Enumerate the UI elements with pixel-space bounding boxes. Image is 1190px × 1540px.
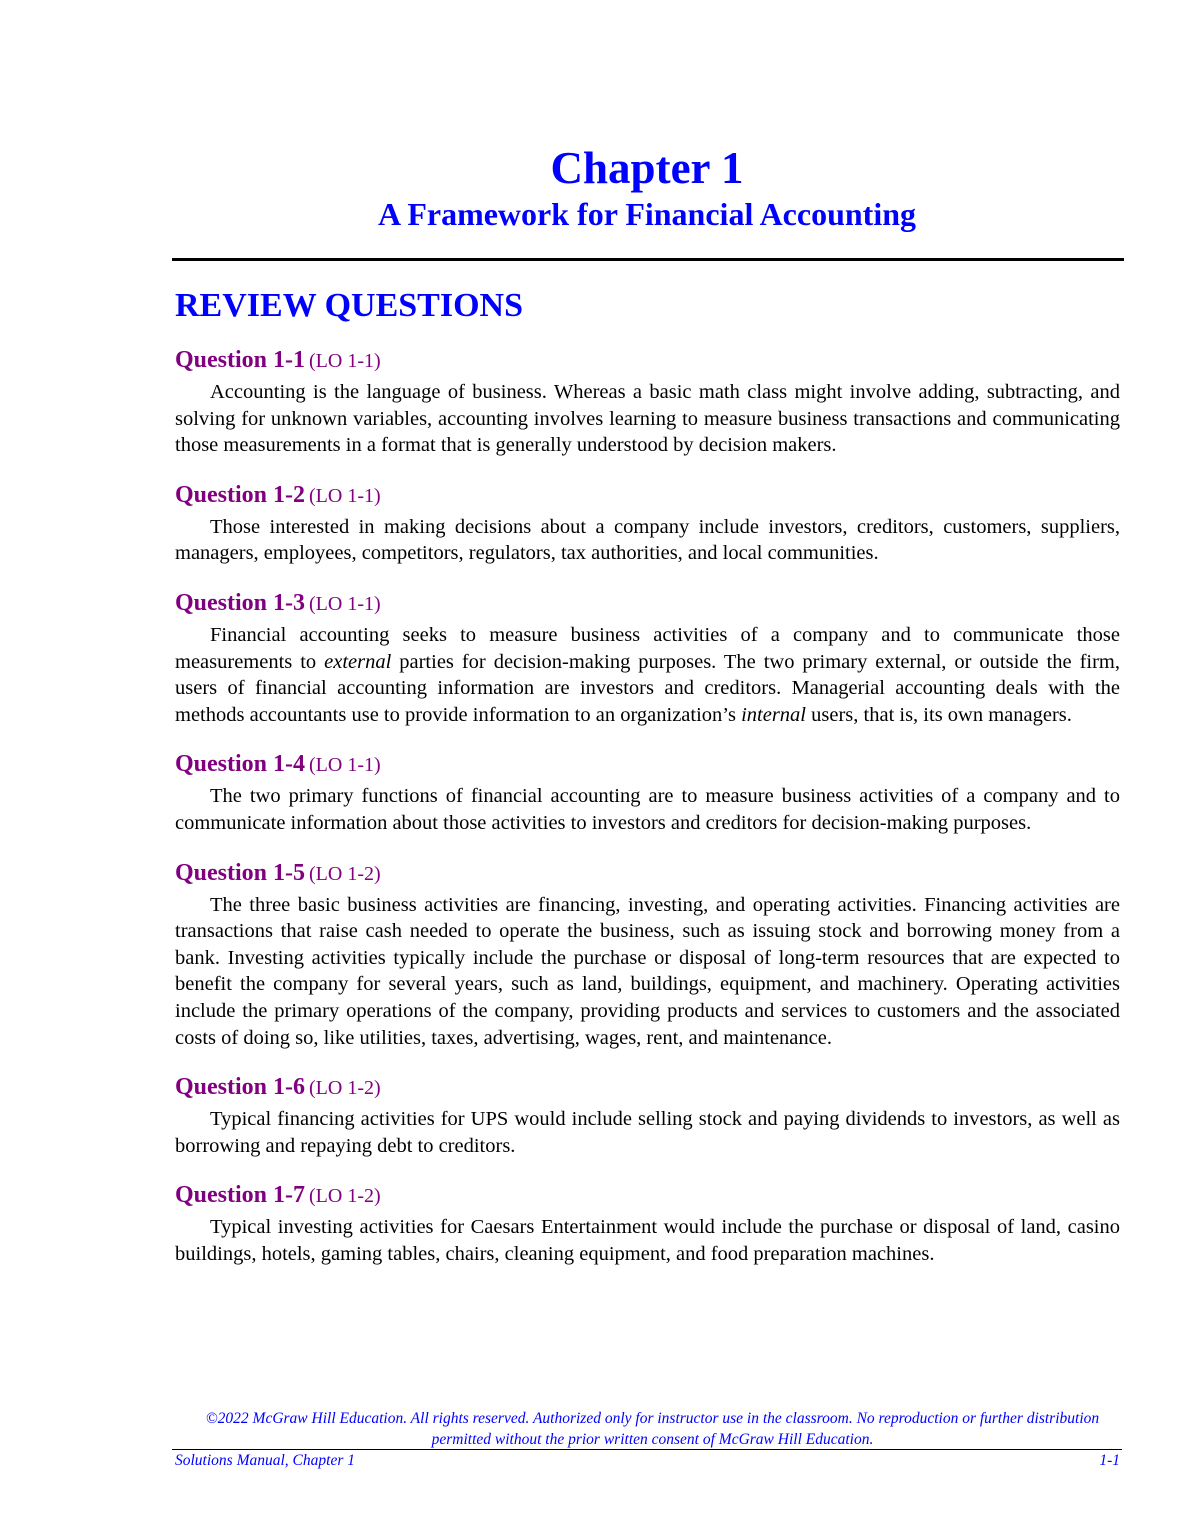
copyright-line: permitted without the prior written consent of McGraw Hill Education.: [431, 1431, 874, 1448]
page-number: 1-1: [1099, 1452, 1120, 1469]
answer-text: parties for decision-making purposes. The two primary external, or outside the firm, users of financial accounting information are investors and creditors. Managerial accounting deals with the methods accountants use to provide information to an organization’s: [175, 650, 1120, 726]
question-list: [175, 344, 1120, 1287]
chapter-title: Chapter 1: [550, 143, 744, 193]
learning-objective: (LO 1-1): [309, 592, 381, 615]
question-1-2: [175, 479, 1120, 567]
question-heading: [175, 479, 1120, 514]
chapter-heading: [0, 138, 1190, 234]
question-heading: [175, 1179, 1120, 1214]
copyright-line: ©2022 McGraw Hill Education. All rights reserved. Authorized only for instructor use in the classroom. No reproduction or further distribution: [205, 1410, 1100, 1427]
question-1-5: [175, 857, 1120, 1052]
question-answer: The three basic business activities are financing, investing, and operating activities. Financing activities are transactions that raise cash needed to operate the business, such as issuing stock and borrowing money from a bank. Investing activities typically include the purchase or disposal of long-term resources that are expected to benefit the company for several years, such as land, buildings, equipment, and machinery. Operating activities include the primary operations of the company, providing products and services to customers and the associated costs of doing so, like utilities, taxes, advertising, wages, rent, and maintenance.: [175, 893, 1120, 1049]
question-answer: Accounting is the language of business. Whereas a basic math class might involve adding, subtracting, and solving for unknown variables, accounting involves learning to measure business transactions and communicating those measurements in a format that is generally understood by decision makers.: [175, 381, 1120, 457]
question-label: Question 1-5: [175, 859, 306, 886]
copyright-notice: [130, 1408, 1175, 1450]
chapter-subtitle: A Framework for Financial Accounting: [377, 196, 917, 232]
question-label: Question 1-2: [175, 481, 306, 508]
question-heading: [175, 857, 1120, 892]
question-answer: The two primary functions of financial accounting are to measure business activities of a company and to communicate information about those activities to investors and creditors for decision-making purposes.: [175, 785, 1120, 834]
emphasis-internal: internal: [741, 703, 807, 726]
learning-objective: (LO 1-1): [309, 484, 381, 507]
question-answer: Those interested in making decisions about a company include investors, creditors, customers, suppliers, managers, employees, competitors, regulators, tax authorities, and local communities.: [175, 515, 1120, 565]
question-label: Question 1-6: [175, 1074, 306, 1101]
learning-objective: (LO 1-2): [309, 862, 381, 885]
question-answer: Typical investing activities for Caesars Entertainment would include the purchase or disposal of land, casino buildings, hotels, gaming tables, chairs, cleaning equipment, and food preparation machines.: [175, 1216, 1120, 1265]
title-divider: [172, 258, 1124, 261]
question-label: Question 1-4: [175, 751, 306, 778]
question-1-3: [175, 587, 1120, 728]
question-1-7: [175, 1179, 1120, 1267]
question-heading: [175, 344, 1120, 379]
question-answer: [175, 622, 1120, 728]
footer-divider: [172, 1449, 1122, 1450]
learning-objective: (LO 1-2): [309, 1077, 381, 1100]
question-label: Question 1-3: [175, 589, 306, 616]
learning-objective: (LO 1-1): [309, 350, 381, 372]
answer-text: users, that is, its own managers.: [806, 703, 1072, 726]
section-title: REVIEW QUESTIONS: [175, 287, 523, 324]
learning-objective: (LO 1-1): [309, 754, 381, 777]
question-label: Question 1-7: [175, 1182, 306, 1209]
answer-text: Financial accounting seeks to measure business activities of a company and to communicate those measurements to: [175, 623, 1120, 673]
footer-source: Solutions Manual, Chapter 1: [175, 1452, 355, 1469]
learning-objective: (LO 1-2): [309, 1185, 381, 1208]
question-label: Question 1-1: [175, 347, 306, 373]
question-heading: [175, 587, 1120, 622]
question-answer: Typical financing activities for UPS would include selling stock and paying dividends to investors, as well as borrowing and repaying debt to creditors.: [175, 1108, 1120, 1157]
question-1-1: [175, 344, 1120, 459]
question-1-6: [175, 1071, 1120, 1159]
question-heading: [175, 748, 1120, 783]
question-heading: [175, 1071, 1120, 1106]
emphasis-external: external: [324, 650, 392, 673]
question-1-4: [175, 748, 1120, 836]
